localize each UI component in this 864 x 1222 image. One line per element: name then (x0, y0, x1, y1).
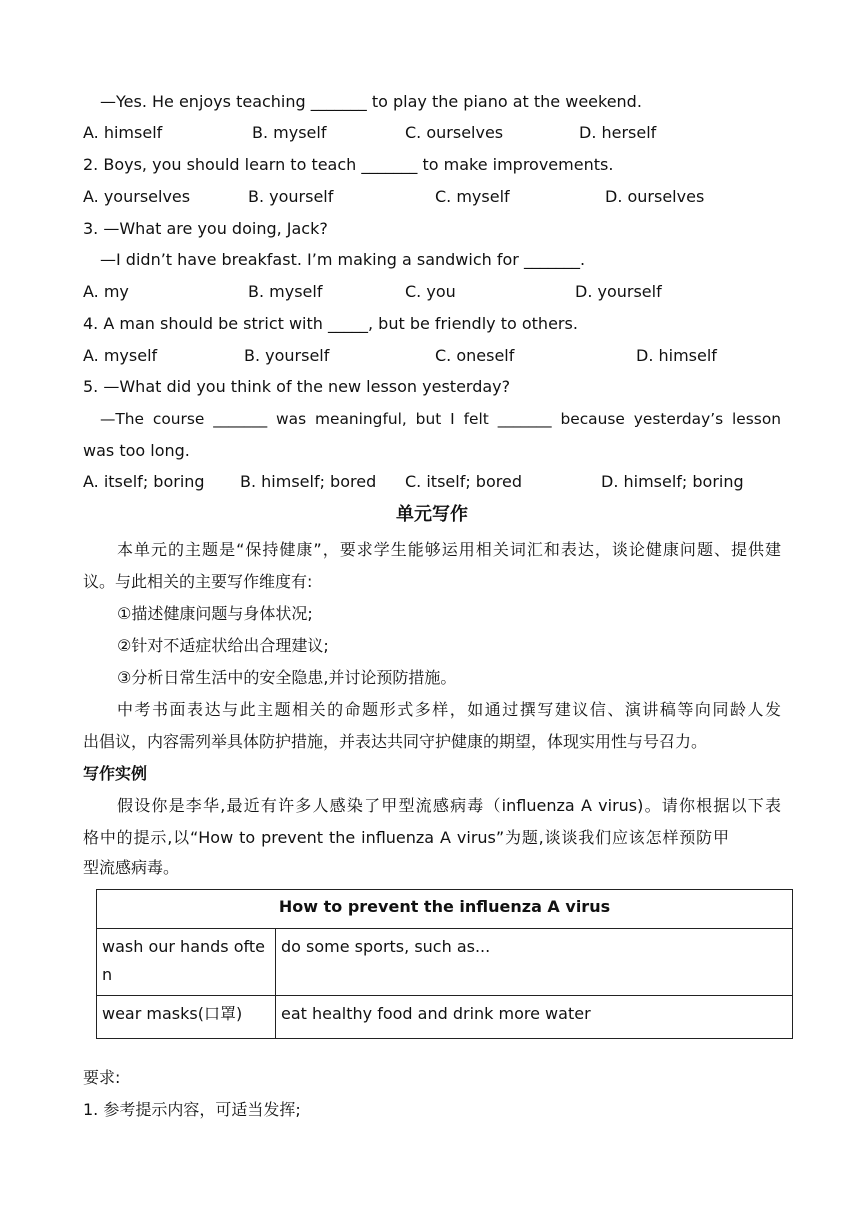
intro-reply: —Yes. He enjoys teaching _______ to play the piano at the weekend. (100, 92, 642, 111)
dimension-1: ①描述健康问题与身体状况; (117, 604, 313, 623)
requirements-label: 要求: (83, 1068, 121, 1087)
table-cell: wash our hands often (97, 929, 276, 996)
q4-option-c: C. oneself (435, 346, 515, 365)
table-cell: eat healthy food and drink more water (276, 996, 793, 1039)
table-row (97, 929, 793, 996)
q3-option-c: C. you (405, 282, 456, 301)
dimension-2: ②针对不适症状给出合理建议; (117, 636, 329, 655)
q3-option-b: B. myself (248, 282, 323, 301)
intro-line-2: 议。与此相关的主要写作维度有: (83, 572, 313, 591)
exam-line-1: 中考书面表达与此主题相关的命题形式多样，如通过撰写建议信、演讲稿等向同龄人发 (117, 700, 781, 719)
q4-option-a: A. myself (83, 346, 158, 365)
q2-option-c: C. myself (435, 187, 510, 206)
q5-option-b: B. himself; bored (240, 472, 377, 491)
question-3-stem: 3. —What are you doing, Jack? (83, 219, 328, 238)
dimension-3: ③分析日常生活中的安全隐患,并讨论预防措施。 (117, 668, 457, 687)
table-cell: do some sports, such as... (276, 929, 793, 996)
table-header-row (97, 890, 793, 929)
task-line-2: 格中的提示,以“How to prevent the influenza A virus”为题,谈谈我们应该怎样预防甲 (83, 828, 729, 847)
q2-option-b: B. yourself (248, 187, 334, 206)
q5-option-a: A. itself; boring (83, 472, 205, 491)
question-4-stem: 4. A man should be strict with _____, but be friendly to others. (83, 314, 578, 333)
option-a: A. himself (83, 123, 163, 142)
q2-option-d: D. ourselves (605, 187, 705, 206)
q4-option-b: B. yourself (244, 346, 330, 365)
option-b: B. myself (252, 123, 327, 142)
table-cell: wear masks(口罩) (97, 996, 276, 1039)
question-3-reply: —I didn’t have breakfast. I’m making a sandwich for _______. (100, 250, 586, 269)
question-2-stem: 2. Boys, you should learn to teach _______ to make improvements. (83, 155, 614, 174)
q4-option-d: D. himself (636, 346, 717, 365)
section-title: 单元写作 (396, 504, 468, 525)
question-5-reply-line1: —The course _______ was meaningful, but I felt _______ because yesterday’s lesson (100, 410, 781, 428)
example-heading: 写作实例 (83, 764, 148, 783)
option-c: C. ourselves (405, 123, 504, 142)
table-header: How to prevent the influenza A virus (97, 890, 793, 929)
table-row (97, 996, 793, 1039)
q2-option-a: A. yourselves (83, 187, 191, 206)
q3-option-d: D. yourself (575, 282, 662, 301)
task-line-3: 型流感病毒。 (83, 858, 180, 877)
task-line-1: 假设你是李华,最近有许多人感染了甲型流感病毒（influenza A virus)。请你根据以下表 (117, 796, 781, 815)
question-5-reply-line2: was too long. (83, 441, 190, 460)
q5-option-c: C. itself; bored (405, 472, 522, 491)
option-d: D. herself (579, 123, 657, 142)
q3-option-a: A. my (83, 282, 129, 301)
requirement-1: 1. 参考提示内容，可适当发挥; (83, 1100, 301, 1119)
exam-line-2: 出倡议，内容需列举具体防护措施，并表达共同守护健康的期望，体现实用性与号召力。 (83, 732, 708, 751)
q5-option-d: D. himself; boring (601, 472, 744, 491)
prompt-table (96, 889, 793, 1039)
intro-line-1: 本单元的主题是“保持健康”，要求学生能够运用相关词汇和表达，谈论健康问题、提供建 (117, 540, 781, 559)
question-5-stem: 5. —What did you think of the new lesson yesterday? (83, 377, 511, 396)
